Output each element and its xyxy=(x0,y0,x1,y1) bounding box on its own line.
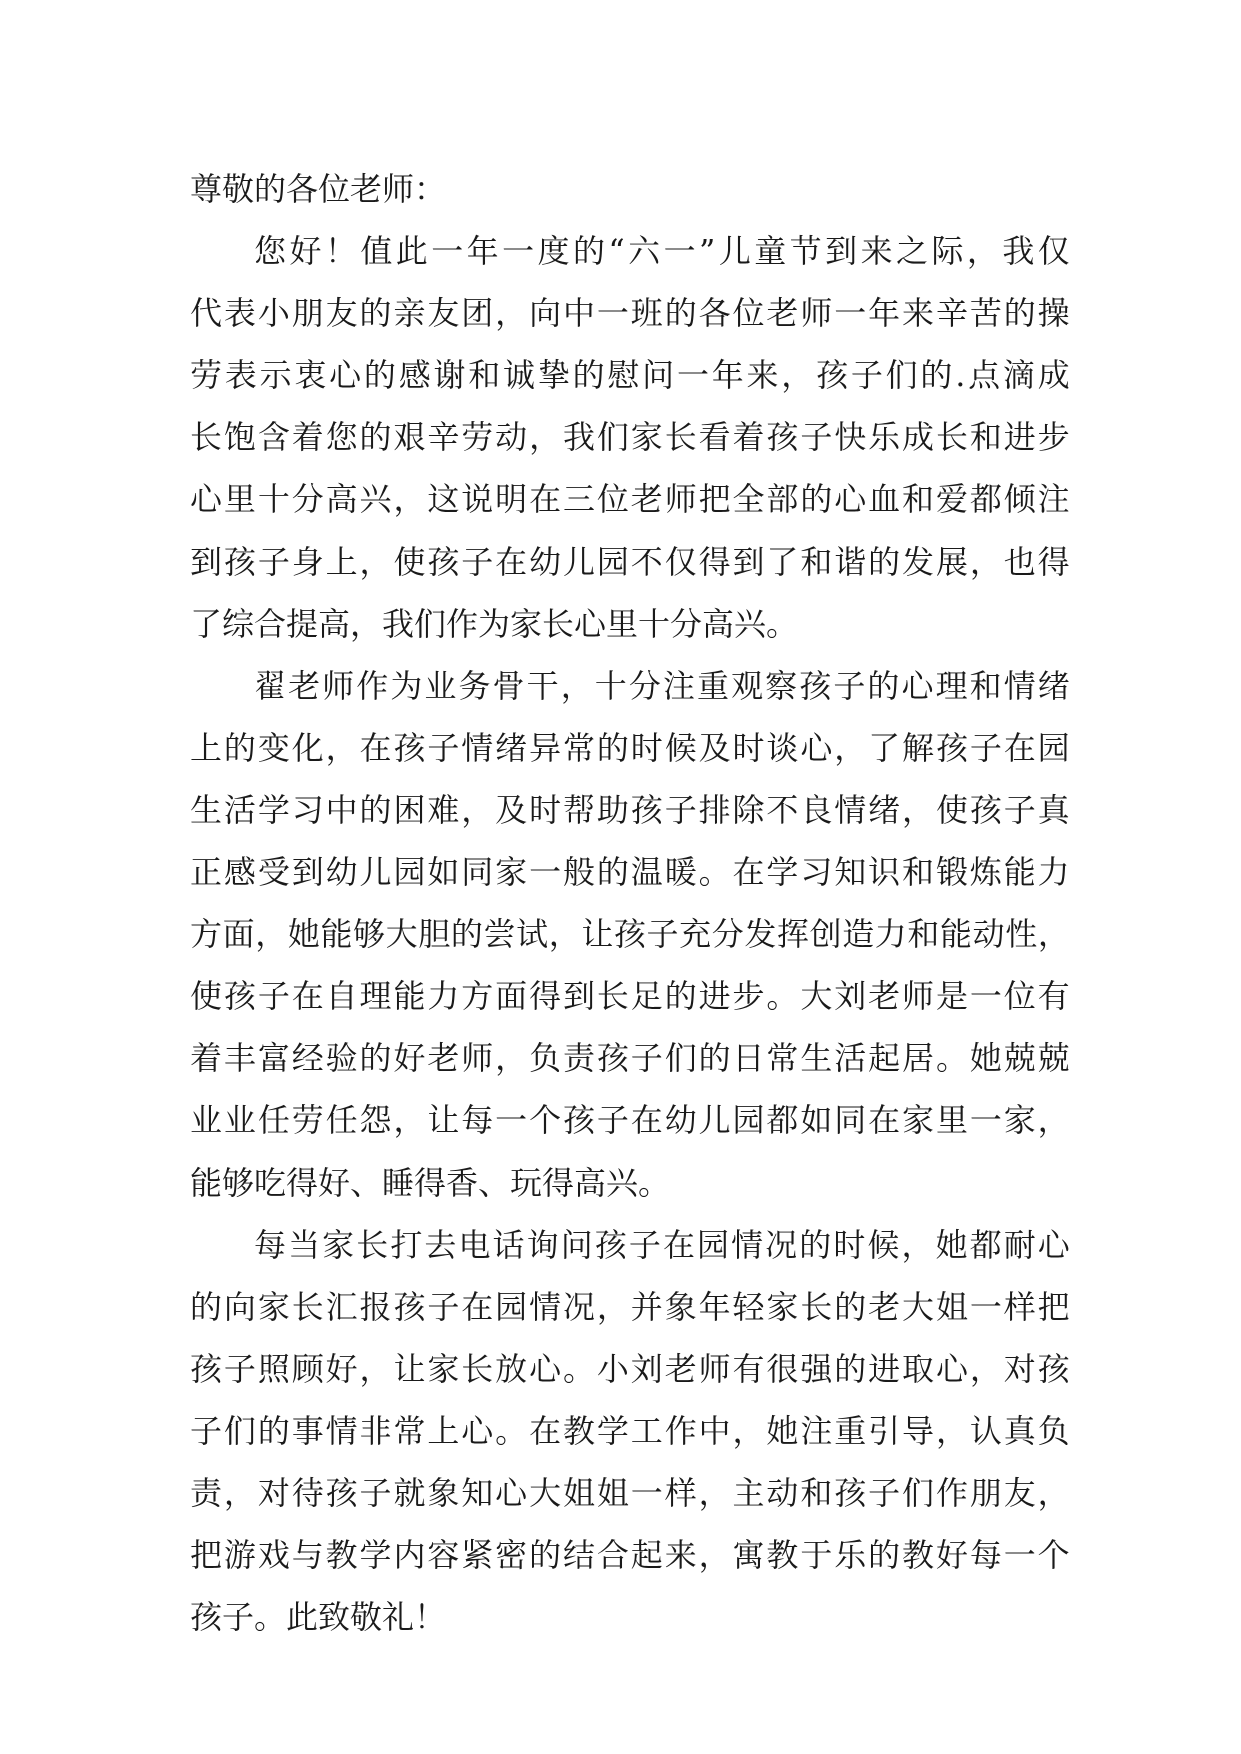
text-line: 翟 老 师 作 为 业 务 骨 干 ， 十 分 注 重 观 察 孩 子 的 心 理 和 情 绪 xyxy=(254,666,1070,705)
text-line: 责 ， 对 待 孩 子 就 象 知 心 大 姐 姐 一 样 ， 主 动 和 孩 子 们 作 朋 友 ， xyxy=(190,1473,1070,1512)
text-line: 正 感 受 到 幼 儿 园 如 同 家 一 般 的 温 暖 。 在 学 习 知 识 和 锻 炼 能 力 xyxy=(190,853,1070,892)
text-line: 使 孩 子 在 自 理 能 力 方 面 得 到 长 足 的 进 步 。 大 刘 老 师 是 一 位 有 xyxy=(190,977,1070,1016)
line-text: 能够吃得好、睡得香、玩得高兴。 xyxy=(190,1163,671,1202)
text-line: 劳 表 示 衷 心 的 感 谢 和 诚 挚 的 慰 问 一 年 来 ， 孩 子 们 的 . 点 滴 成 xyxy=(190,356,1070,395)
text-line: 到 孩 子 身 上 ， 使 孩 子 在 幼 儿 园 不 仅 得 到 了 和 谐 的 发 展 ， 也 得 xyxy=(190,542,1070,581)
line-text: 孩子。此致敬礼！ xyxy=(190,1598,447,1637)
text-line: 子 们 的 事 情 非 常 上 心 。 在 教 学 工 作 中 ， 她 注 重 引 导 ， 认 真 负 xyxy=(190,1411,1070,1450)
line-text: 尊敬的各位老师： xyxy=(190,170,447,208)
text-line: 的 向 家 长 汇 报 孩 子 在 园 情 况 ， 并 象 年 轻 家 长 的 老 大 姐 一 样 把 xyxy=(190,1287,1070,1326)
text-line: 生 活 学 习 中 的 困 难 ， 及 时 帮 助 孩 子 排 除 不 良 情 绪 ， 使 孩 子 真 xyxy=(190,790,1070,829)
text-line: 方 面 ， 她 能 够 大 胆 的 尝 试 ， 让 孩 子 充 分 发 挥 创 造 力 和 能 动 性 ， xyxy=(190,915,1070,954)
text-line: 把 游 戏 与 教 学 内 容 紧 密 的 结 合 起 来 ， 寓 教 于 乐 的 教 好 每 一 个 xyxy=(190,1536,1070,1575)
text-line xyxy=(190,158,1070,220)
text-line: 孩 子 照 顾 好 ， 让 家 长 放 心 。 小 刘 老 师 有 很 强 的 进 取 心 ， 对 孩 xyxy=(190,1349,1070,1388)
letter-body xyxy=(190,158,1070,1648)
text-line xyxy=(190,593,1070,655)
text-line: 心 里 十 分 高 兴 ， 这 说 明 在 三 位 老 师 把 全 部 的 心 血 和 爱 都 倾 注 xyxy=(190,480,1070,519)
text-line: 每 当 家 长 打 去 电 话 询 问 孩 子 在 园 情 况 的 时 候 ， 她 都 耐 心 xyxy=(254,1225,1070,1264)
text-line: 上 的 变 化 ， 在 孩 子 情 绪 异 常 的 时 候 及 时 谈 心 ， 了 解 孩 子 在 园 xyxy=(190,728,1070,767)
text-line: 代 表 小 朋 友 的 亲 友 团 ， 向 中 一 班 的 各 位 老 师 一 年 来 辛 苦 的 操 xyxy=(190,294,1070,333)
text-line: 长 饱 含 着 您 的 艰 辛 劳 动 ， 我 们 家 长 看 着 孩 子 快 乐 成 长 和 进 步 xyxy=(190,418,1070,457)
text-line xyxy=(190,1152,1070,1214)
text-line: 您 好 ！ 值 此 一 年 一 度 的 “ 六 一 ” 儿 童 节 到 来 之 际 ， 我 仅 xyxy=(254,232,1070,271)
text-line xyxy=(190,1586,1070,1648)
line-text: 了综合提高，我们作为家长心里十分高兴。 xyxy=(190,604,799,643)
text-line: 着 丰 富 经 验 的 好 老 师 ， 负 责 孩 子 们 的 日 常 生 活 起 居 。 她 兢 兢 xyxy=(190,1039,1070,1078)
text-line: 业 业 任 劳 任 怨 ， 让 每 一 个 孩 子 在 幼 儿 园 都 如 同 在 家 里 一 家 ， xyxy=(190,1101,1070,1140)
